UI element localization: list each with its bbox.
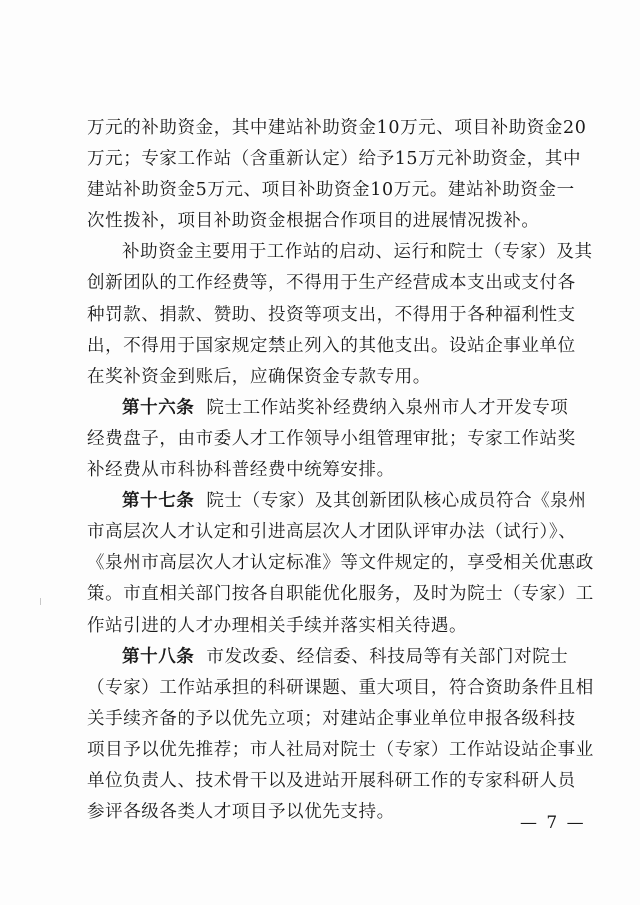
- text-line: （专家）工作站承担的科研课题、重大项目，符合资助条件且相: [87, 678, 594, 698]
- article-label: 第十六条: [122, 398, 195, 418]
- text-line: 关手续齐备的予以优先立项；对建站企事业单位申报各级科技: [87, 709, 576, 729]
- text-line: 项目予以优先推荐；市人社局对院士（专家）工作站设站企事业: [87, 740, 594, 760]
- text-line: 补经费从市科协科普经费中统筹安排。: [87, 460, 395, 480]
- text-line: 经费盘子，由市委人才工作领导小组管理审批；专家工作站奖: [87, 429, 576, 449]
- text-line: 市高层次人才认定和引进高层次人才团队评审办法（试行）》、: [87, 522, 577, 542]
- text-line: 补助资金主要用于工作站的启动、运行和院士（专家）及其: [122, 242, 593, 262]
- text-line: 《泉州市高层次人才认定标准》等文件规定的，享受相关优惠政: [87, 553, 594, 573]
- text-line: 在奖补资金到账后，应确保资金专款专用。: [87, 367, 431, 387]
- text-line: 市发改委、经信委、科技局等有关部门对院士: [206, 647, 569, 667]
- scan-speck: [40, 598, 41, 605]
- text-line: 建站补助资金5万元、项目补助资金10万元。建站补助资金一: [87, 180, 575, 200]
- page-number: — 7 —: [520, 813, 586, 833]
- text-line: 参评各级各类人才项目予以优先支持。: [87, 802, 395, 822]
- text-line: 万元的补助资金，其中建站补助资金10万元、项目补助资金20: [87, 118, 587, 138]
- text-line: 院士（专家）及其创新团队核心成员符合《泉州: [206, 491, 587, 511]
- article-line: [122, 490, 587, 512]
- text-line: 创新团队的工作经费等，不得用于生产经营成本支出或支付各: [87, 273, 576, 293]
- text-line: 策。市直相关部门按各自职能优化服务，及时为院士（专家）工: [87, 584, 594, 604]
- text-line: 种罚款、捐款、赞助、投资等项支出，不得用于各种福利性支: [87, 305, 576, 325]
- text-line: 万元；专家工作站（含重新认定）给予15万元补助资金，其中: [87, 149, 582, 169]
- text-line: 单位负责人、技术骨干以及进站开展科研工作的专家科研人员: [87, 771, 576, 791]
- article-line: [122, 646, 568, 668]
- text-line: 次性拨补，项目补助资金根据合作项目的进展情况拨补。: [87, 211, 540, 231]
- text-line: 作站引进的人才办理相关手续并落实相关待遇。: [87, 616, 468, 636]
- text-line: 院士工作站奖补经费纳入泉州市人才开发专项: [206, 398, 569, 418]
- article-line: [122, 397, 568, 419]
- text-line: 出，不得用于国家规定禁止列入的其他支出。设站企事业单位: [87, 336, 576, 356]
- article-label: 第十八条: [122, 647, 195, 667]
- article-label: 第十七条: [122, 491, 195, 511]
